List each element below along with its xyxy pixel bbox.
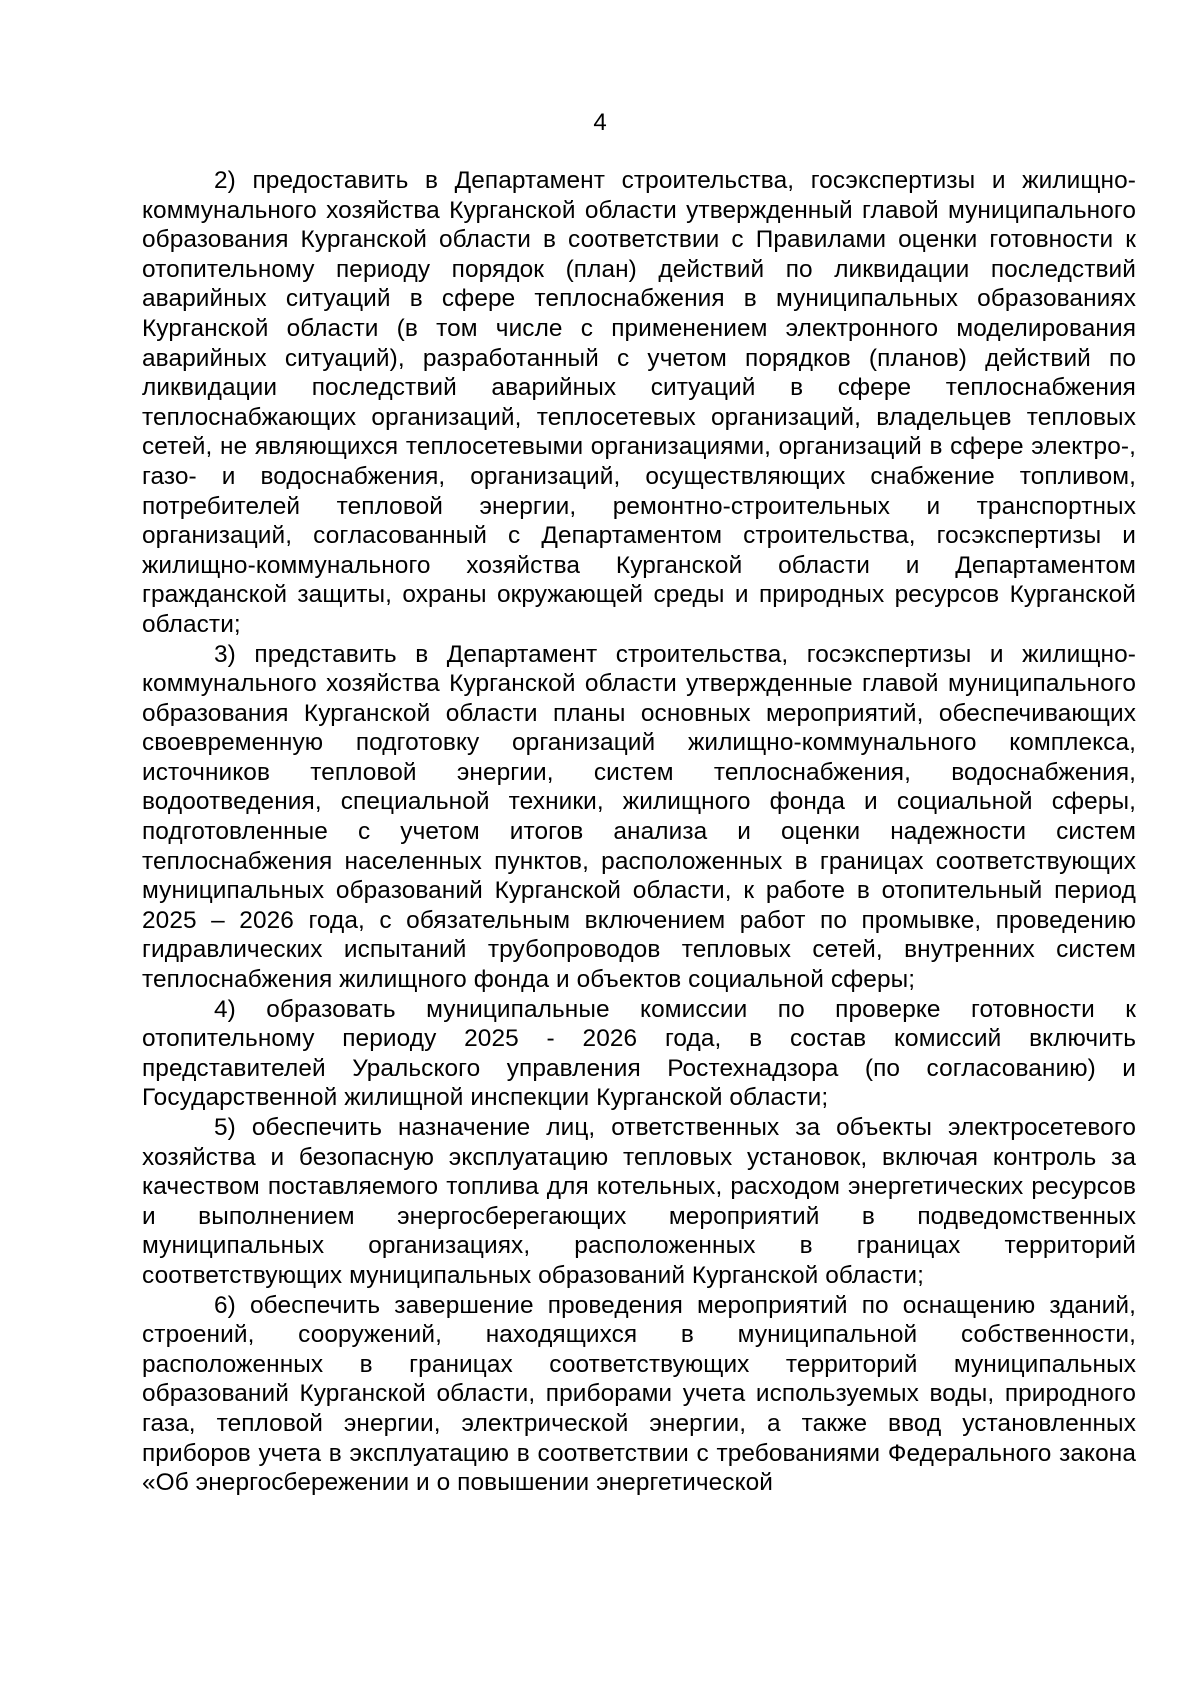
paragraph-item-2: 2) предоставить в Департамент строительства, госэкспертизы и жилищно-коммунального хозяйства Курганской области утвержденный главой муниципального образования Курганской области в соответствии с Правилами оценки готовности к отопительному периоду порядок (план) действий по ликвидации последствий аварийных ситуаций в сфере теплоснабжения в муниципальных образованиях Курганской области (в том числе с применением электронного моделирования аварийных ситуаций), разработанный с учетом порядков (планов) действий по ликвидации последствий аварийных ситуаций в сфере теплоснабжения теплоснабжающих организаций, теплосетевых организаций, владельцев тепловых сетей, не являющихся теплосетевыми организациями, организаций в сфере электро-, газо- и водоснабжения, организаций, осуществляющих снабжение топливом, потребителей тепловой энергии, ремонтно-строительных и транспортных организаций, согласованный с Департаментом строительства, госэкспертизы и жилищно-коммунального хозяйства Курганской области и Департаментом гражданской защиты, охраны окружающей среды и природных ресурсов Курганской области;	[142, 167, 1136, 638]
paragraph-item-3: 3) представить в Департамент строительства, госэкспертизы и жилищно-коммунального хозяйства Курганской области утвержденные главой муниципального образования Курганской области планы основных мероприятий, обеспечивающих своевременную подготовку организаций жилищно-коммунального комплекса, источников тепловой энергии, систем теплоснабжения, водоснабжения, водоотведения, специальной техники, жилищного фонда и социальной сферы, подготовленные с учетом итогов анализа и оценки надежности систем теплоснабжения населенных пунктов, расположенных в границах соответствующих муниципальных образований Курганской области, к работе в отопительный период 2025 – 2026 года, с обязательным включением работ по промывке, проведению гидравлических испытаний трубопроводов тепловых сетей, внутренних систем теплоснабжения жилищного фонда и объектов социальной сферы;	[142, 640, 1136, 994]
document-body	[142, 166, 1136, 1498]
paragraph-item-6: 6) обеспечить завершение проведения мероприятий по оснащению зданий, строений, сооружений, находящихся в муниципальной собственности, расположенных в границах соответствующих территорий муниципальных образований Курганской области, приборами учета используемых воды, природного газа, тепловой энергии, электрической энергии, а также ввод установленных приборов учета в эксплуатацию в соответствии с требованиями Федерального закона «Об энергосбережении и о повышении энергетической	[142, 1291, 1136, 1497]
paragraph-item-5: 5) обеспечить назначение лиц, ответственных за объекты электросетевого хозяйства и безопасную эксплуатацию тепловых установок, включая контроль за качеством поставляемого топлива для котельных, расходом энергетических ресурсов и выполнением энергосберегающих мероприятий в подведомственных муниципальных организациях, расположенных в границах территорий соответствующих муниципальных образований Курганской области;	[142, 1114, 1136, 1289]
page-number: 4	[593, 109, 607, 136]
paragraph-item-4: 4) образовать муниципальные комиссии по проверке готовности к отопительному периоду 2025 - 2026 года, в состав комиссий включить представителей Уральского управления Ростехнадзора (по согласованию) и Государственной жилищной инспекции Курганской области;	[142, 995, 1136, 1112]
